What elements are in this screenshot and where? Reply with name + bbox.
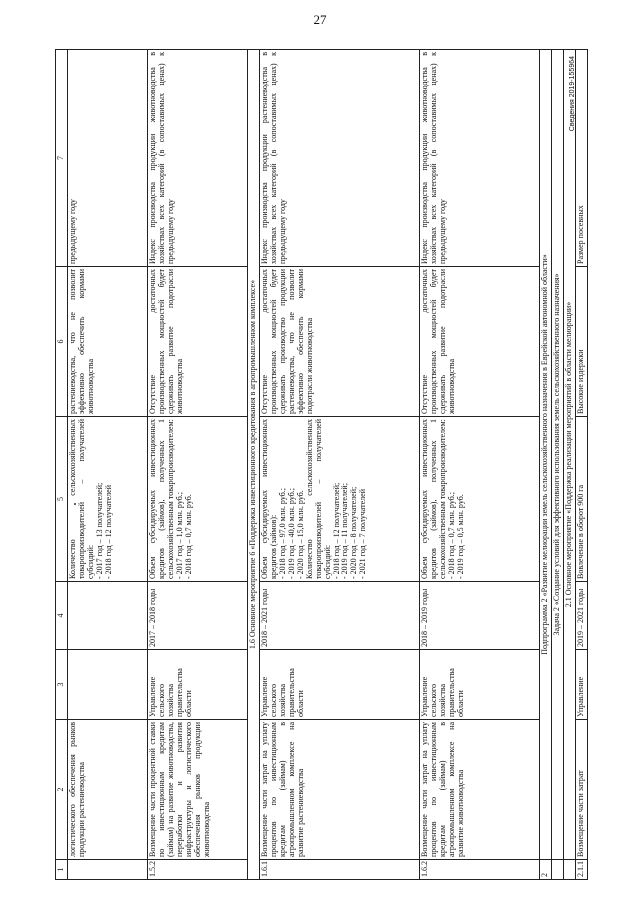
measure-name: Возмещение части затрат на уплату процентов по инвестиционным кредитам (займам) в агропромышленном комплексе на развитие животноводства — [419, 720, 539, 860]
indicator: Размер посевных — [575, 50, 587, 267]
expected-result: Объем субсидируемых инвестиционных кредитов (займов), полученных 1 сельскохозяйственным товаропроизводителем: - 2017 год – 1,0 млн. руб.; - 2018 год – 0,7 млн. руб. — [147, 417, 247, 582]
measure-name: Возмещение части процентной ставки по инвестиционным кредитам (займам) на развитие животноводства, переработки и развития инфраструктуры и логистического обеспечения рынков продукции животноводства — [147, 720, 247, 860]
col-num-7: 7 — [56, 50, 68, 267]
table-row-2-1-1 — [575, 50, 587, 880]
indicator: Индекс производства продукции растениеводства в хозяйствах всех категорий (в сопоставимых ценах) к предыдущему году — [259, 50, 419, 267]
period: 2019 – 2021 годы — [575, 582, 587, 650]
document-code: Сведения 2019-155964 — [569, 56, 577, 132]
empty-cell — [551, 860, 563, 880]
period — [67, 582, 147, 650]
table-row-1-6-1 — [259, 50, 419, 880]
row-number: 1.5.2 — [147, 860, 247, 880]
indicator: предыдущему году — [67, 50, 147, 267]
empty-cell — [563, 860, 575, 880]
consequence: Отсутствие достаточных производственных мощностей будет сдерживать развитие подотрасли животноводства — [419, 267, 539, 417]
consequence: Отсутствие достаточных производственных мощностей будет сдерживать производство продукции растениеводства, что не позволит эффективно обеспечить кормами подотрасли животноводства — [259, 267, 419, 417]
measure-name: логистического обеспечения рынков продукции растениеводства — [67, 720, 147, 860]
period: 2017 – 2018 годы — [147, 582, 247, 650]
expected-result: Количество сельскохозяйственных товаропроизводителей – получателей субсидий: - 2017 год – 13 получателей; - 2018 год – 12 получателей — [67, 417, 147, 582]
row-number — [67, 860, 147, 880]
main-measure-6-title: 1.6 Основное мероприятие 6 «Поддержка инвестиционного кредитования в агропромышленном комплексе» — [247, 50, 259, 880]
executor: Управление сельского хозяйства правительства области — [147, 650, 247, 720]
task-2-title: Задача 2 «Создание условий для эффективного использования земель сельскохозяйственного назначения» — [551, 50, 563, 860]
executor: Управление сельского хозяйства правительства области — [419, 650, 539, 720]
page-number: 27 — [313, 12, 327, 27]
col-num-1: 1 — [56, 860, 68, 880]
consequence: Высокие издержки — [575, 267, 587, 417]
col-num-3: 3 — [56, 650, 68, 720]
col-num-2: 2 — [56, 720, 68, 860]
executor — [67, 650, 147, 720]
row-number: 2.1.1 — [575, 860, 587, 880]
executor: Управление — [575, 650, 587, 720]
table-row-1-6-2 — [419, 50, 539, 880]
expected-result: Вовлечение в оборот 900 га — [575, 417, 587, 582]
col-num-6: 6 — [56, 267, 68, 417]
measures-table — [55, 49, 588, 880]
subprogram-2-row — [539, 50, 551, 880]
col-num-5: 5 — [56, 417, 68, 582]
period: 2018 – 2021 годы — [259, 582, 419, 650]
task-2-row — [551, 50, 563, 880]
measure-name: Возмещение части затрат — [575, 720, 587, 860]
row-number: 1.6.1 — [259, 860, 419, 880]
col-num-4: 4 — [56, 582, 68, 650]
indicator: Индекс производства продукции животноводства в хозяйствах всех категорий (в сопоставимых ценах) к предыдущему году — [419, 50, 539, 267]
measure-name: Возмещение части затрат на уплату процентов по инвестиционным кредитам (займам) в агропромышленном комплексе на развитие растениеводства — [259, 720, 419, 860]
expected-result: Объем субсидируемых инвестиционных кредитов (займов): - 2018 год – 97,0 млн. руб.; - 2019 год – 40,0 млн. руб.; - 2020 год – 15,0 млн. руб. Количество сельскохозяйственных товаропроизводителей – получателей субсидий: - 2018 год – 12 получателей; - 2019 год – 11 получателей; - 2020 год – 8 получателей; - 2021 год – 7 получателей — [259, 417, 419, 582]
table-row-continuation — [67, 50, 147, 880]
table-row-1-5-2 — [147, 50, 247, 880]
main-measure-2-1-title: 2.1 Основное мероприятие «Поддержка реализации мероприятий в области мелиорации» — [563, 50, 575, 860]
period: 2018 – 2019 годы — [419, 582, 539, 650]
row-number: 2 — [539, 860, 551, 880]
indicator: Индекс производства продукции животноводства в хозяйствах всех категорий (в сопоставимых ценах) к предыдущему году — [147, 50, 247, 267]
expected-result: Объем субсидируемых инвестиционных кредитов (займов), полученных 1 сельскохозяйственным товаропроизводителем: - 2018 год – 0,7 млн. руб.; - 2019 год – 0,5 млн. руб. — [419, 417, 539, 582]
executor: Управление сельского хозяйства правительства области — [259, 650, 419, 720]
rotated-sheet — [55, 50, 585, 880]
section-row-2-1 — [563, 50, 575, 880]
column-number-row — [56, 50, 68, 880]
section-row-1-6 — [247, 50, 259, 880]
rotated-table-area — [55, 50, 585, 880]
consequence: растениеводства, что не позволит эффективно обеспечить кормами животноводства — [67, 267, 147, 417]
row-number: 1.6.2 — [419, 860, 539, 880]
consequence: Отсутствие достаточных производственных мощностей будет сдерживать развитие подотрасли животноводства — [147, 267, 247, 417]
subprogram-2-title: Подпрограмма 2 «Развитие мелиорации земель сельскохозяйственного назначения в Еврейской автономной области» — [539, 50, 551, 860]
